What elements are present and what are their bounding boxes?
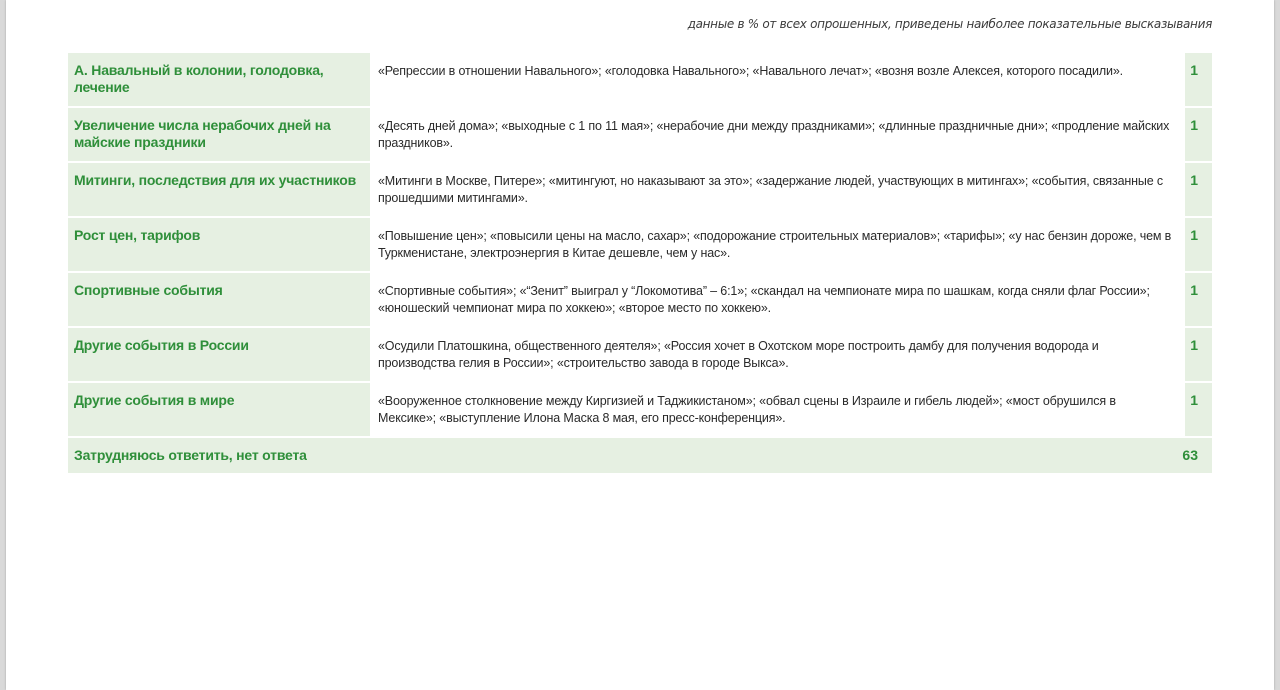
row-quotes: «Осудили Платошкина, общественного деятеля»; «Россия хочет в Охотском море построить дамбу для получения водорода и производства гелия в России»; «строительство завода в городе Выкса». [372, 328, 1183, 381]
row-topic: А. Навальный в колонии, голодовка, лечение [68, 53, 372, 106]
row-value: 1 [1183, 53, 1212, 106]
row-topic: Рост цен, тарифов [68, 218, 372, 271]
results-table [68, 53, 1212, 473]
document-page [6, 0, 1274, 690]
row-value: 1 [1183, 273, 1212, 326]
row-quotes: «Десять дней дома»; «выходные с 1 по 11 мая»; «нерабочие дни между праздниками»; «длинные праздничные дни»; «продление майских праздников». [372, 108, 1183, 161]
table-row [68, 108, 1212, 163]
row-topic: Другие события в России [68, 328, 372, 381]
row-quotes: «Повышение цен»; «повысили цены на масло, сахар»; «подорожание строительных материалов»; «тарифы»; «у нас бензин дороже, чем в Туркменистане, электроэнергия в Китае дешевле, чем у нас». [372, 218, 1183, 271]
table-row [68, 273, 1212, 328]
row-value: 1 [1183, 218, 1212, 271]
data-note: данные в % от всех опрошенных, приведены наиболее показательные высказывания [687, 17, 1212, 31]
row-value: 1 [1183, 163, 1212, 216]
row-quotes: «Спортивные события»; «“Зенит” выиграл у “Локомотива” – 6:1»; «скандал на чемпионате мира по шашкам, когда сняли флаг России»; «юношеский чемпионат мира по хоккею»; «второе место по хоккею». [372, 273, 1183, 326]
table-row [68, 53, 1212, 108]
row-value: 1 [1183, 108, 1212, 161]
row-topic: Другие события в мире [68, 383, 372, 436]
row-value: 1 [1183, 383, 1212, 436]
row-quotes: «Репрессии в отношении Навального»; «голодовка Навального»; «Навального лечат»; «возня возле Алексея, которого посадили». [372, 53, 1183, 106]
final-row-topic: Затрудняюсь ответить, нет ответа [68, 438, 1182, 473]
table-row [68, 163, 1212, 218]
final-row-value: 63 [1182, 438, 1212, 473]
row-quotes: «Митинги в Москве, Питере»; «митингуют, но наказывают за это»; «задержание людей, участвующих в митингах»; «события, связанные с прошедшими митингами». [372, 163, 1183, 216]
row-value: 1 [1183, 328, 1212, 381]
row-topic: Увеличение числа нерабочих дней на майские праздники [68, 108, 372, 161]
table-row [68, 218, 1212, 273]
row-quotes: «Вооруженное столкновение между Киргизией и Таджикистаном»; «обвал сцены в Израиле и гибель людей»; «мост обрушился в Мексике»; «выступление Илона Маска 8 мая, его пресс-конференция». [372, 383, 1183, 436]
row-topic: Митинги, последствия для их участников [68, 163, 372, 216]
row-topic: Спортивные события [68, 273, 372, 326]
final-row [68, 438, 1212, 473]
table-row [68, 383, 1212, 438]
table-row [68, 328, 1212, 383]
